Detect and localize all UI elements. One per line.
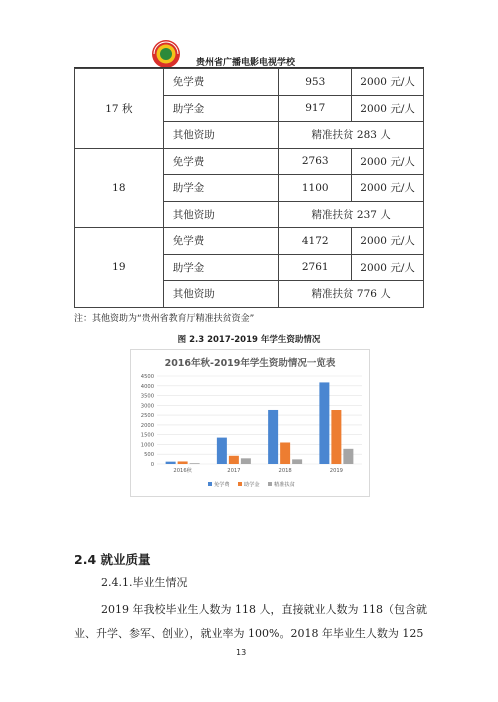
y-tick-label: 2000	[140, 422, 154, 429]
bar-精准扶贫	[343, 449, 353, 464]
item-cell: 助学金	[163, 95, 279, 122]
merged-cell: 精准扶贫 283 人	[279, 122, 424, 149]
bar-精准扶贫	[190, 463, 200, 464]
chart-title: 2016年秋-2019年学生资助情况一览表	[164, 358, 336, 369]
subsection-heading: 2.4.1.毕业生情况	[101, 576, 188, 589]
table-row	[75, 148, 424, 175]
year-cell: 17 秋	[75, 69, 164, 149]
standard-cell: 2000 元/人	[352, 175, 424, 202]
year-cell: 18	[75, 148, 164, 228]
x-tick-label: 2019	[329, 468, 343, 474]
school-logo	[150, 38, 182, 70]
y-tick-label: 1000	[140, 442, 154, 449]
standard-cell: 2000 元/人	[352, 148, 424, 175]
count-cell: 2761	[279, 254, 352, 281]
count-cell: 953	[279, 69, 352, 96]
standard-cell: 2000 元/人	[352, 228, 424, 255]
y-tick-label: 3000	[140, 403, 154, 410]
count-cell: 1100	[279, 175, 352, 202]
year-cell: 19	[75, 228, 164, 308]
paragraph-line: 业、升学、参军、创业），就业率为 100%。2018 年毕业生人数为 125	[74, 627, 424, 640]
y-tick-label: 4000	[140, 383, 154, 390]
figure-caption: 图 2.3 2017-2019 年学生资助情况	[177, 335, 321, 345]
legend-swatch	[208, 482, 212, 486]
standard-cell: 2000 元/人	[352, 95, 424, 122]
table-note: 注：其他资助为“贵州省教育厅精准扶贫资金”	[74, 314, 255, 324]
section-heading: 2.4 就业质量	[74, 552, 151, 567]
bar-精准扶贫	[292, 459, 302, 464]
bar-助学金	[178, 461, 188, 464]
legend-swatch	[268, 482, 272, 486]
bar-助学金	[331, 410, 341, 464]
bar-免学费	[166, 462, 176, 464]
x-tick-label: 2017	[227, 468, 241, 474]
bar-助学金	[280, 442, 290, 464]
standard-cell: 2000 元/人	[352, 254, 424, 281]
y-tick-label: 2500	[140, 413, 154, 420]
y-tick-label: 1500	[140, 432, 154, 439]
legend-label: 助学金	[244, 482, 260, 488]
item-cell: 其他资助	[163, 281, 279, 308]
table-row	[75, 228, 424, 255]
x-tick-label: 2016秋	[173, 468, 192, 474]
item-cell: 免学费	[163, 148, 279, 175]
page-number: 13	[236, 648, 247, 657]
item-cell: 其他资助	[163, 122, 279, 149]
count-cell: 4172	[279, 228, 352, 255]
legend-label: 精准扶贫	[274, 482, 295, 488]
x-tick-label: 2018	[278, 468, 292, 474]
y-tick-label: 4500	[140, 374, 154, 380]
y-tick-label: 3500	[140, 393, 154, 400]
item-cell: 免学费	[163, 228, 279, 255]
count-cell: 2763	[279, 148, 352, 175]
y-tick-label: 500	[144, 452, 154, 459]
item-cell: 其他资助	[163, 201, 279, 228]
item-cell: 助学金	[163, 175, 279, 202]
bar-免学费	[217, 438, 227, 464]
bar-免学费	[319, 382, 329, 464]
count-cell: 917	[279, 95, 352, 122]
standard-cell: 2000 元/人	[352, 69, 424, 96]
bar-精准扶贫	[241, 458, 251, 464]
merged-cell: 精准扶贫 237 人	[279, 201, 424, 228]
legend-swatch	[238, 482, 242, 486]
school-name: 贵州省广播电影电视学校	[196, 58, 296, 68]
paragraph-line: 2019 年我校毕业生人数为 118 人，直接就业人数为 118（包含就	[101, 603, 427, 616]
table-row	[75, 69, 424, 96]
y-tick-label: 0	[150, 462, 154, 468]
item-cell: 助学金	[163, 254, 279, 281]
bar-助学金	[229, 456, 239, 464]
aid-bar-chart	[130, 349, 370, 497]
merged-cell: 精准扶贫 776 人	[279, 281, 424, 308]
item-cell: 免学费	[163, 69, 279, 96]
bar-免学费	[268, 410, 278, 464]
legend-label: 免学费	[214, 482, 230, 488]
aid-table	[74, 68, 424, 308]
